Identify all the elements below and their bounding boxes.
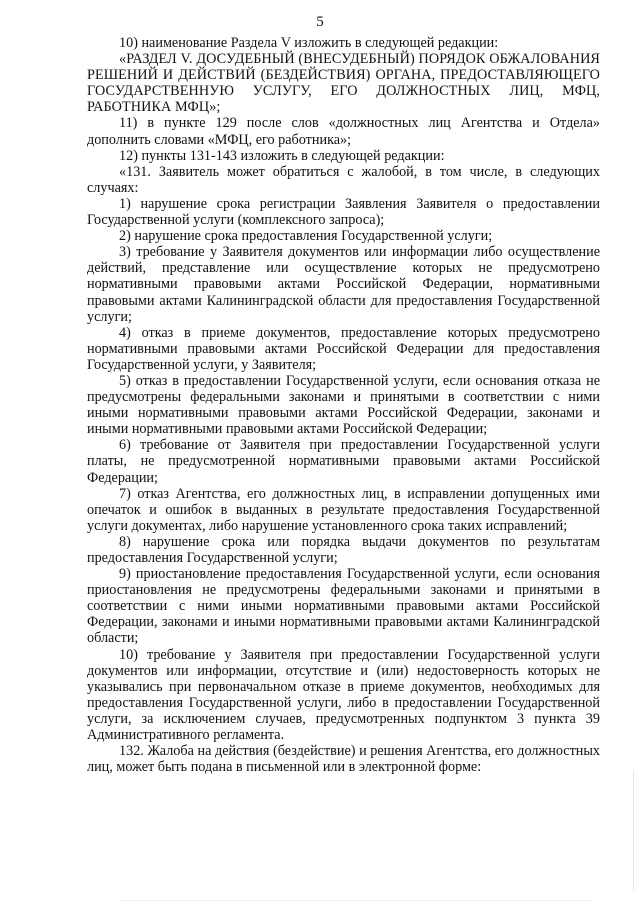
- paragraph-item-10: 10) наименование Раздела V изложить в следующей редакции:: [119, 35, 499, 51]
- scan-edge-mark: [633, 770, 634, 890]
- list-item-8: 8) нарушение срока или порядка выдачи документов по результатам предоставления Государственной услуги;: [87, 533, 600, 566]
- document-body: [87, 35, 600, 775]
- list-item-3: 3) требование у Заявителя документов или информации либо осуществление действий, представление или осуществление которых не предусмотрено нормативными правовыми актами Российской Федерации, нормативными правовыми актами Калининградской области для предоставления Государственной услуги;: [87, 244, 600, 325]
- page-number: 5: [316, 14, 324, 30]
- paragraph-131: «131. Заявитель может обратиться с жалобой, в том числе, в следующих случаях:: [87, 163, 600, 196]
- paragraph-item-12: 12) пункты 131-143 изложить в следующей редакции:: [119, 147, 445, 164]
- scan-bottom-mark: [120, 900, 590, 901]
- paragraph-item-11: 11) в пункте 129 после слов «должностных лиц Агентства и Отдела» дополнить словами «МФЦ, его работника»;: [87, 115, 600, 148]
- list-item-2: 2) нарушение срока предоставления Государственной услуги;: [119, 228, 493, 245]
- list-item-1: 1) нарушение срока регистрации Заявления Заявителя о предоставлении Государственной услуги (комплексного запроса);: [87, 195, 600, 229]
- list-item-5: 5) отказ в предоставлении Государственной услуги, если основания отказа не предусмотрены федеральными законами и принятыми в соответствии с ними иными нормативными правовыми актами Российской Федерации, законами и иными нормативными правовыми актами Российской Федерации;: [87, 372, 600, 438]
- section-title-quote: «РАЗДЕЛ V. ДОСУДЕБНЫЙ (ВНЕСУДЕБНЫЙ) ПОРЯДОК ОБЖАЛОВАНИЯ РЕШЕНИЙ И ДЕЙСТВИЙ (БЕЗДЕЙСТВИЯ) ОРГАНА, ПРЕДОСТАВЛЯЮЩЕГО ГОСУДАРСТВЕННУЮ УСЛУГУ, ЕГО ДОЛЖНОСТНЫХ ЛИЦ, МФЦ, РАБОТНИКА МФЦ»;: [87, 51, 600, 116]
- list-item-4: 4) отказ в приеме документов, предоставление которых предусмотрено нормативными правовыми актами Российской Федерации для предоставления Государственной услуги, у Заявителя;: [87, 324, 600, 373]
- list-item-10: 10) требование у Заявителя при предоставлении Государственной услуги документов или информации, отсутствие и (или) недостоверность которых не указывались при первоначальном отказе в приеме документов, необходимых для предоставления Государственной услуги, либо в предоставлении Государственной услуги, за исключением случаев, предусмотренных подпунктом 3 пункта 39 Административного регламента.: [87, 646, 600, 744]
- paragraph-132: 132. Жалоба на действия (бездействие) и решения Агентства, его должностных лиц, может быть подана в письменной или в электронной форме:: [87, 743, 600, 776]
- list-item-7: 7) отказ Агентства, его должностных лиц, в исправлении допущенных ими опечаток и ошибок в выданных в результате предоставления Государственной услуги документах, либо нарушение установленного срока таких исправлений;: [87, 485, 600, 534]
- list-item-9: 9) приостановление предоставления Государственной услуги, если основания приостановления не предусмотрены федеральными законами и принятыми в соответствии с ними иными нормативными правовыми актами Российской Федерации, законами и иными нормативными правовыми актами Калининградской области;: [87, 566, 600, 647]
- list-item-6: 6) требование от Заявителя при предоставлении Государственной услуги платы, не предусмотренной нормативными правовыми актами Российской Федерации;: [87, 437, 600, 486]
